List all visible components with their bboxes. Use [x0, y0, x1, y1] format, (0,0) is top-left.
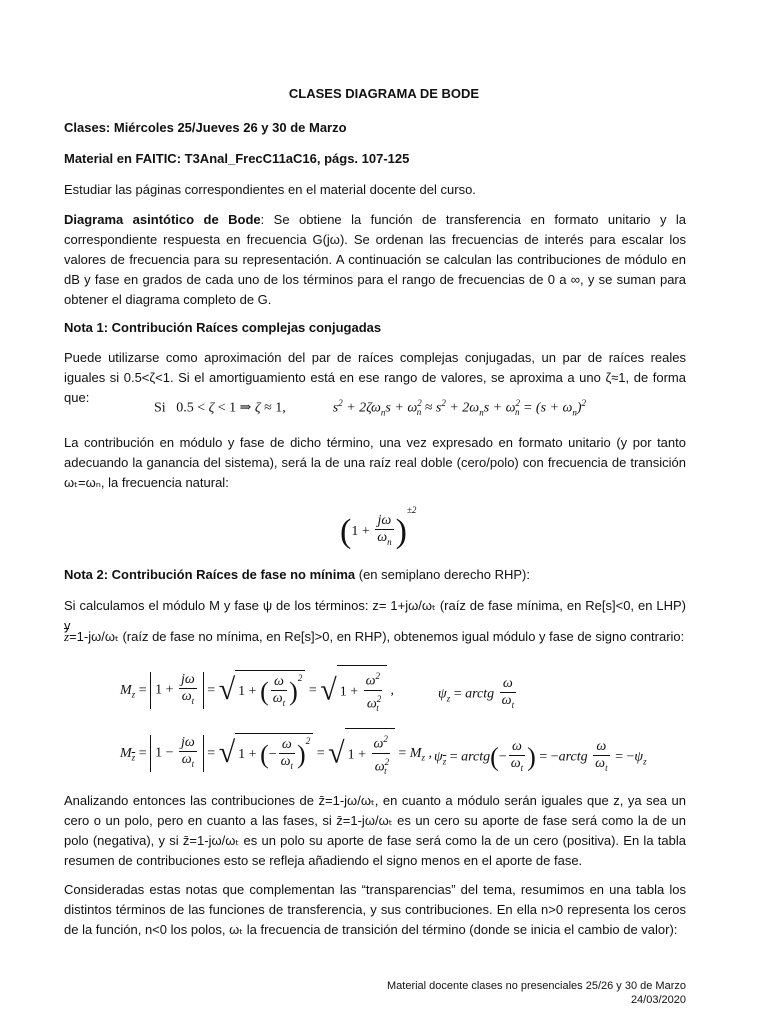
nota2-heading-suffix: (en semiplano derecho RHP): — [355, 567, 530, 582]
diagrama-heading: Diagrama asintótico de Bode — [64, 212, 261, 227]
eq-term-exponent: ±2 — [406, 505, 417, 515]
clases-line: Clases: Miércoles 25/Jueves 26 y 30 de Marzo — [64, 120, 347, 135]
eq-si-label: Si — [154, 400, 166, 416]
page-title: CLASES DIAGRAMA DE BODE — [288, 86, 480, 101]
equation-approximation: Si 0.5 < ζ < 1 ⇒ ζ ≈ 1, $s^2 + 2\zeta\omega_ns + \omega^2_n \approx s^2 + 2\omega_ns + \omega^2_n = (s + \omega_n)^2$ — [154, 398, 587, 418]
nota2-heading-line — [64, 565, 686, 585]
material-line: Material en FAITIC: T3Anal_FrecC11aC16, págs. 107-125 — [64, 151, 410, 166]
nota2-paragraph-2 — [64, 627, 686, 647]
equation-double-root-term: (1 + $\frac{j\omega}{\omega_n}$ )$^{\pm 2}$ — [340, 505, 417, 550]
nota1-heading: Nota 1: Contribución Raíces complejas conjugadas — [64, 320, 382, 335]
footer-date: 24/03/2020 — [630, 994, 686, 1006]
analizando-paragraph: Analizando entonces las contribuciones de z̄=1-jω/ωₜ, en cuanto a módulo serán iguales que z, ya sea un cero o un polo, pero en cuanto a las fases, si z̄=1-jω/ωₜ es un cero su aporte de fase será como la de un polo (negativa), y si z̄=1-jω/ωₜ es un polo su aporte de fase será como la de un cero (positiva). En la tabla resumen de contribuciones esto se refleja añadiendo el signo menos en el aporte de fase. — [64, 793, 686, 868]
nota2-paragraph-2-text: =1-jω/ωₜ (raíz de fase no mínima, en Re[s]>0, en RHP), obtenemos igual módulo y fase de signo contrario: — [69, 629, 685, 644]
footer-line-1: Material docente clases no presenciales 25/26 y 30 de Marzo — [386, 980, 686, 992]
equation-phase-zbar: $\psi_{\overline{z}}$ = arctg(− $\frac{\omega}{\omega_t}$ ) = −arctg $\frac{\omega}{\omega_t}$ = $-\psi_z$ — [434, 739, 647, 773]
consideradas-paragraph: Consideradas estas notas que complementan las “transparencias” del tema, resumimos en una tabla los distintos términos de las funciones de transferencia, y sus contribuciones. En ella n>0 representa los ceros de la función, n<0 los polos, ωₜ la frecuencia de transición del término (donde se inicia el cambio de valor): — [64, 882, 686, 937]
nota2-heading: Nota 2: Contribución Raíces de fase no mínima — [64, 567, 356, 582]
equation-phase-z: $\psi_z$ = arctg $\frac{\omega}{\omega_t}$ — [438, 676, 515, 710]
estudiar-paragraph: Estudiar las páginas correspondientes en el material docente del curso. — [64, 182, 476, 197]
equation-modulus-z: $M_z = 1$ + $\frac{j\omega}{\omega_t}$ = √ 1 + ( $\frac{\omega}{\omega_t}$ )$^2$ = √ 1 + $\frac{\omega^2}{\omega^2_t}$ , — [120, 665, 394, 716]
diagrama-text: : Se obtiene la función de transferencia en formato unitario y la correspondiente respuesta en frecuencia G(jω). Se ordenan las frecuencias de interés para escalar los valores de frecuencia para su representación. A continuación se calculan las contribuciones de módulo en dB y fase en grados de cada uno de los términos para el rango de frecuencias de 0 a ∞, y se suman para obtener el diagrama completo de G. — [64, 212, 687, 307]
page-footer — [387, 979, 686, 1007]
nota1-paragraph-2: La contribución en módulo y fase de dicho término, una vez expresado en formato unitario (y por tanto adecuando la ganancia del sistema), será la de una raíz real doble (cero/polo) con frecuencia de transición ωₜ=ωₙ, la frecuencia natural: — [64, 435, 686, 490]
diagrama-paragraph — [64, 210, 686, 310]
nota1-paragraph-1: Puede utilizarse como aproximación del par de raíces complejas conjugadas, un par de raíces reales iguales si 0.5<ζ<1. Si el amortiguamiento está en ese rango de valores, se aproxima a uno ζ≈1, de forma que: — [64, 350, 686, 405]
zbar-symbol: $\overline{z}$ — [64, 629, 70, 644]
nota2-paragraph-1: Si calculamos el módulo M y fase ψ de los términos: z= 1+jω/ωₜ (raíz de fase mínima, en Re[s]<0, en LHP) y — [64, 598, 686, 633]
equation-modulus-zbar: $M_{\overline{z}} = 1$ − $\frac{j\omega}{\omega_t}$ = √ 1 + (− $\frac{\omega}{\omega_t}$ )$^2$ = √ 1 + $\frac{\omega^2}{\omega^2_t}$ = $M_z$ , — [120, 728, 432, 779]
